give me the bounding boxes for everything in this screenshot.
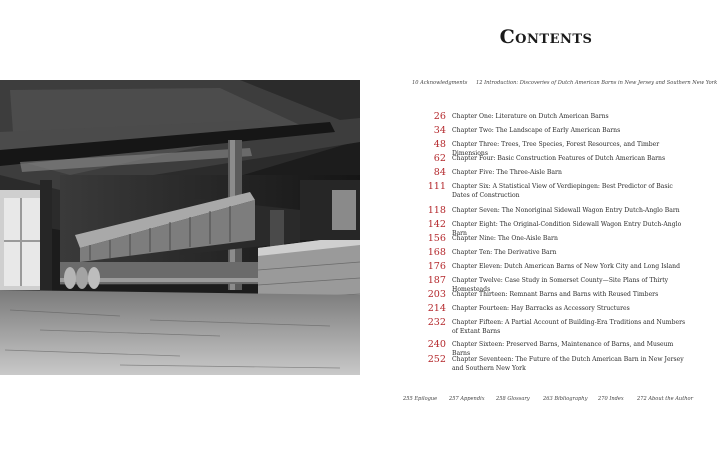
chapter-title: Chapter Six: A Statistical View of Verdiepingen: Best Predictor of Basic Dates of Construction <box>452 183 673 199</box>
chapter-title: Chapter Eight: The Original-Condition Sidewall Wagon Entry Dutch-Anglo Barn <box>452 221 682 237</box>
chapter-title: Chapter Eleven: Dutch American Barns of New York City and Long Island <box>452 263 681 270</box>
back-matter-list <box>400 396 700 406</box>
chapter-page-number: 252 <box>427 354 446 365</box>
chapter-page-number: 26 <box>433 111 446 122</box>
chapter-title: Chapter Twelve: Case Study in Somerset County—Site Plans of Thirty Homesteads <box>452 277 669 293</box>
back-matter-item-about-the-author: 272 About the Author <box>637 396 694 402</box>
chapter-title: Chapter Nine: The One-Aisle Barn <box>452 235 558 242</box>
chapter-title: Chapter Seventeen: The Future of the Dutch American Barn in New Jersey and Southern New York <box>452 356 684 372</box>
barn-interior-photo <box>0 80 360 375</box>
chapter-page-number: 84 <box>433 167 446 178</box>
front-matter-item-acknowledgments: 10 Acknowledgments <box>412 80 468 86</box>
front-matter-list <box>406 80 718 90</box>
chapter-page-number: 176 <box>427 261 446 272</box>
chapter-title: Chapter Sixteen: Preserved Barns, Maintenance of Barns, and Museum Barns <box>452 341 674 357</box>
chapter-page-number: 168 <box>427 247 446 258</box>
back-matter-item-appendix: 257 Appendix <box>449 396 485 402</box>
back-matter-item-index: 270 Index <box>598 396 624 402</box>
chapter-title: Chapter Thirteen: Remnant Barns and Barns with Reused Timbers <box>452 291 659 298</box>
chapter-page-number: 34 <box>433 125 446 136</box>
front-matter-item-introduction: 12 Introduction: Discoveries of Dutch American Barns in New Jersey and Southern New York <box>476 80 718 86</box>
chapter-page-number: 156 <box>427 233 446 244</box>
chapter-page-number: 232 <box>427 317 446 328</box>
chapter-title: Chapter One: Literature on Dutch American Barns <box>452 113 609 120</box>
chapter-page-number: 118 <box>427 205 446 216</box>
chapter-page-number: 240 <box>427 339 446 350</box>
page-title: Contents <box>499 26 593 48</box>
chapter-title: Chapter Four: Basic Construction Features of Dutch American Barns <box>452 155 666 162</box>
chapter-page-number: 187 <box>427 275 446 286</box>
chapter-title: Chapter Fourteen: Hay Barracks as Accessory Structures <box>452 305 630 312</box>
back-matter-item-glossary: 258 Glossary <box>496 396 530 402</box>
chapter-page-number: 142 <box>427 219 446 230</box>
back-matter-item-epilogue: 255 Epilogue <box>403 396 438 402</box>
chapter-title: Chapter Ten: The Derivative Barn <box>452 249 557 256</box>
back-matter-item-bibliography: 263 Bibliography <box>543 396 588 402</box>
chapter-page-number: 203 <box>427 289 446 300</box>
chapter-title: Chapter Seven: The Nonoriginal Sidewall Wagon Entry Dutch-Anglo Barn <box>452 207 680 214</box>
chapter-page-number: 214 <box>427 303 446 314</box>
chapter-title: Chapter Two: The Landscape of Early American Barns <box>452 127 621 134</box>
chapter-page-number: 48 <box>433 139 446 150</box>
chapter-page-number: 62 <box>433 153 446 164</box>
chapter-title: Chapter Fifteen: A Partial Account of Building-Era Traditions and Numbers of Extant Barns <box>452 319 686 335</box>
chapter-title: Chapter Three: Trees, Tree Species, Forest Resources, and Timber Dimensions <box>452 141 660 157</box>
chapter-title: Chapter Five: The Three-Aisle Barn <box>452 169 562 176</box>
chapter-page-number: 111 <box>427 181 446 192</box>
